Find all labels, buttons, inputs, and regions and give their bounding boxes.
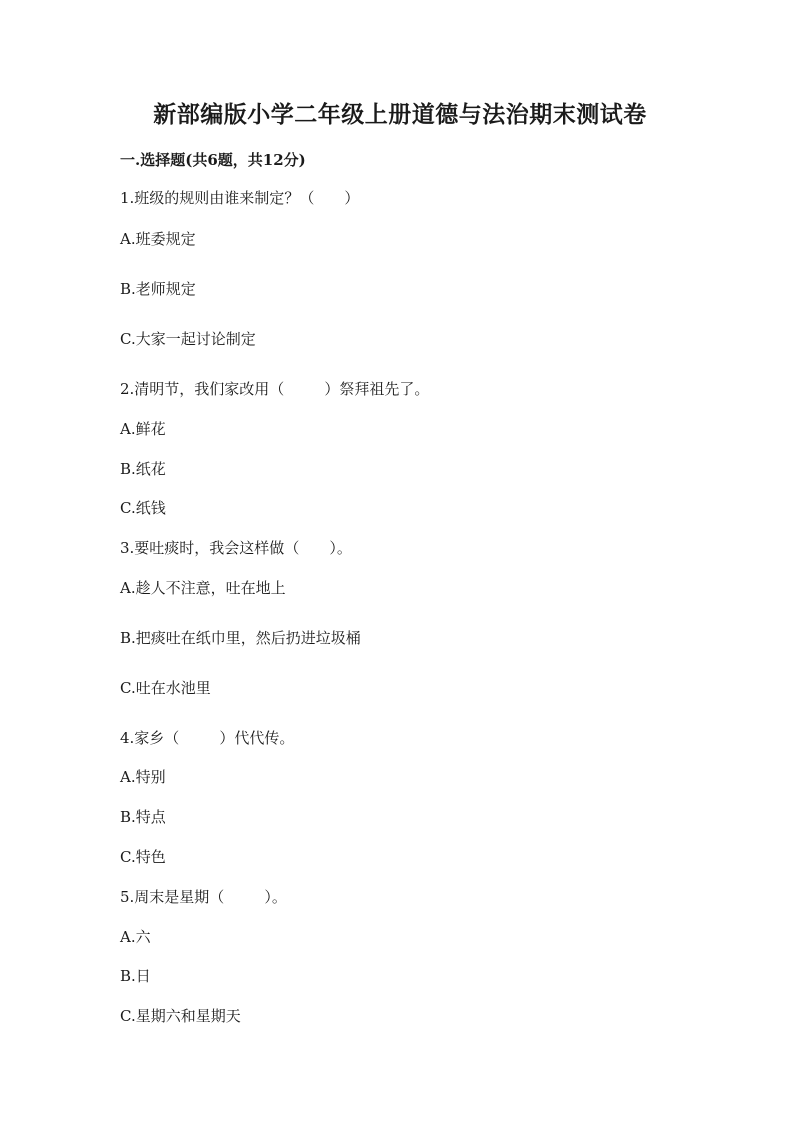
question-1-option-c: C.大家一起讨论制定 bbox=[120, 330, 256, 348]
section-heading: 一.选择题(共6题，共12分) bbox=[120, 151, 306, 169]
question-5-option-c: C.星期六和星期天 bbox=[120, 1007, 241, 1025]
question-4-stem bbox=[120, 727, 294, 748]
question-3-option-b: B.把痰吐在纸巾里，然后扔进垃圾桶 bbox=[120, 629, 361, 647]
question-2-option-c: C.纸钱 bbox=[120, 499, 166, 517]
question-1-option-a: A.班委规定 bbox=[120, 230, 196, 248]
question-1-stem-after: ） bbox=[344, 189, 360, 207]
question-4-stem-after: ）代代传。 bbox=[219, 729, 295, 747]
question-3-stem-after: ）。 bbox=[329, 539, 352, 557]
question-2-option-a: A.鲜花 bbox=[120, 420, 166, 438]
question-4-option-a: A.特别 bbox=[120, 768, 166, 786]
question-1-option-b: B.老师规定 bbox=[120, 280, 196, 298]
question-4-option-b: B.特点 bbox=[120, 808, 166, 826]
question-2-stem-before: 2.清明节，我们家改用（ bbox=[120, 380, 285, 398]
question-5-option-b: B.日 bbox=[120, 967, 151, 985]
question-3-stem bbox=[120, 537, 352, 558]
question-1-stem-before: 1.班级的规则由谁来制定？（ bbox=[120, 189, 315, 207]
exam-title: 新部编版小学二年级上册道德与法治期末测试卷 bbox=[153, 101, 647, 128]
question-2-stem-after: ）祭拜祖先了。 bbox=[324, 380, 430, 398]
question-4-stem-before: 4.家乡（ bbox=[120, 729, 180, 747]
question-2-stem bbox=[120, 378, 429, 399]
question-2-option-b: B.纸花 bbox=[120, 460, 166, 478]
question-4-option-c: C.特色 bbox=[120, 848, 166, 866]
question-3-option-a: A.趁人不注意，吐在地上 bbox=[120, 579, 286, 597]
question-5-option-a: A.六 bbox=[120, 928, 151, 946]
question-5-stem-before: 5.周末是星期（ bbox=[120, 888, 225, 906]
question-3-option-c: C.吐在水池里 bbox=[120, 679, 211, 697]
question-5-stem-after: ）。 bbox=[264, 888, 287, 906]
question-1-stem bbox=[120, 187, 359, 208]
question-3-stem-before: 3.要吐痰时，我会这样做（ bbox=[120, 539, 300, 557]
question-5-stem bbox=[120, 886, 287, 907]
